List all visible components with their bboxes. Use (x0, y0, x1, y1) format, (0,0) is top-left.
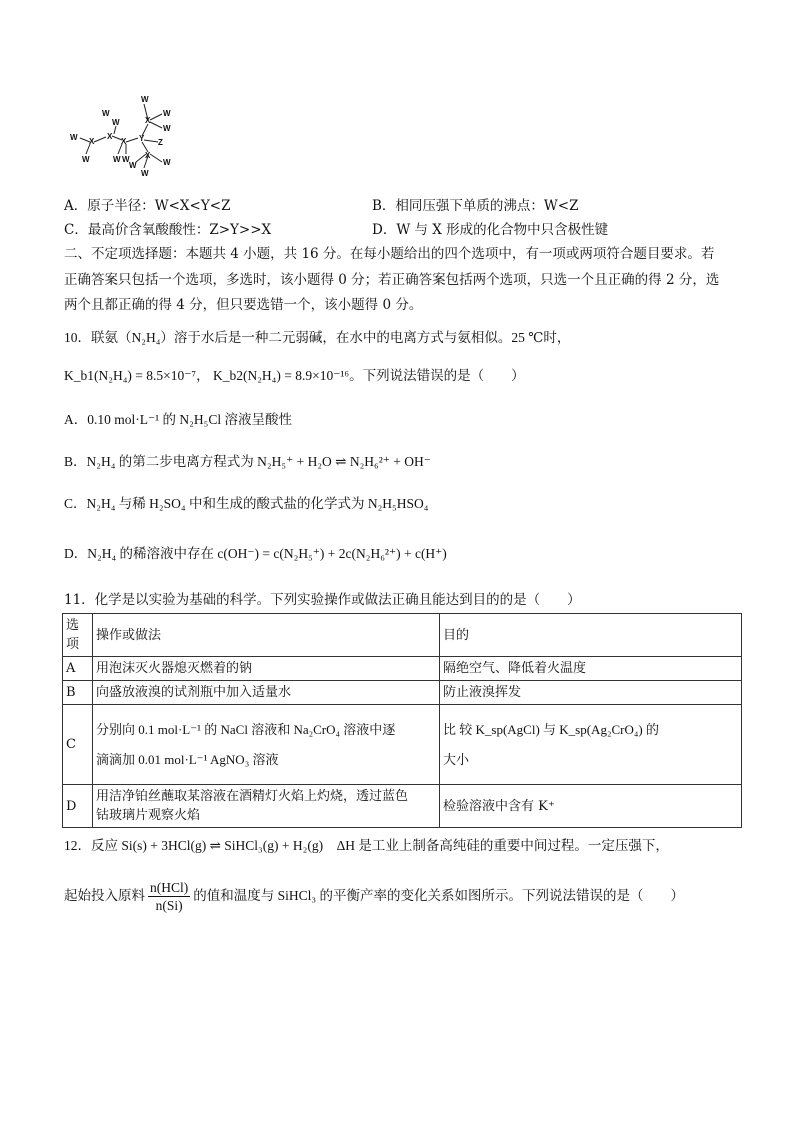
row-option: D (63, 785, 93, 828)
q11-stem: 11．化学是以实验为基础的科学。下列实验操作或做法正确且能达到目的的是（ ） (64, 592, 581, 608)
atom-label: W (113, 155, 121, 164)
row-goal: 防止液溴挥发 (440, 681, 742, 705)
q10-option-d: D．N₂H₄ 的稀溶液中存在 c(OH⁻) = c(N₂H₅⁺) + 2c(N₂H₆²⁺) + c(H⁺) (64, 546, 447, 561)
atom-label: W (122, 155, 130, 164)
table-row (63, 681, 742, 705)
row-option: C (63, 705, 93, 785)
row-operation-line-1: 用洁净铂丝蘸取某溶液在酒精灯火焰上灼烧，透过蓝色 (96, 789, 409, 804)
atom-label: Y (139, 134, 145, 143)
fraction-denominator: n(Si) (155, 898, 183, 914)
atom-label: X (145, 151, 151, 160)
row-option: B (63, 681, 93, 705)
q10-stem-tail: 。下列说法错误的是（ ） (349, 368, 525, 383)
row-operation-line-2: 钴玻璃片观察火焰 (96, 808, 201, 823)
section2-line-2: 正确答案只包括一个选项，多选时，该小题得 0 分；若正确答案包括两个选项，只选一个且正确的得 2 分，选 (64, 272, 720, 288)
atom-label: W (141, 169, 149, 178)
q10-stem-line-1: 10．联氨（N₂H₄）溶于水后是一种二元弱碱，在水中的电离方式与氨相似。25 ℃时， (64, 330, 571, 345)
q10-option-c: C．N₂H₄ 与稀 H₂SO₄ 中和生成的酸式盐的化学式为 N₂H₅HSO₄ (64, 496, 429, 511)
atom-label: W (70, 133, 78, 142)
q11-options-table (62, 613, 742, 828)
atom-label: W (163, 158, 171, 167)
row-goal (440, 705, 742, 785)
atom-label: X (89, 137, 95, 146)
row-option: A (63, 657, 93, 681)
row-goal-line-1: 比 较 K_sp(AgCl) 与 K_sp(Ag₂CrO₄) 的 (443, 721, 659, 737)
row-goal-line-2: 大小 (443, 751, 470, 767)
header-operation: 操作或做法 (93, 614, 440, 657)
atom-label: X (145, 116, 151, 125)
row-operation-line-2: 滴滴加 0.01 mol·L⁻¹ AgNO₃ 溶液 (96, 751, 279, 767)
row-operation-line-1: 分别向 0.1 mol·L⁻¹ 的 NaCl 溶液和 Na₂CrO₄ 溶液中逐 (96, 721, 396, 737)
q9-option-b: B．相同压强下单质的沸点：W<Z (372, 198, 579, 214)
q12-line-2 (64, 876, 746, 916)
row-goal: 隔绝空气、降低着火温度 (440, 657, 742, 681)
table-header-row (63, 614, 742, 657)
q10-kb2: K_b2(N₂H₄) = 8.9×10⁻¹⁶ (212, 368, 350, 383)
table-row (63, 705, 742, 785)
section2-line-1: 二、不定项选择题：本题共 4 小题，共 16 分。在每小题给出的四个选项中，有一项或两项符合题目要求。若 (64, 246, 715, 262)
row-goal: 检验溶液中含有 K⁺ (440, 785, 742, 828)
atom-label: W (141, 95, 149, 104)
atom-label: X (107, 132, 113, 141)
section2-line-3: 两个且都正确的得 4 分，但只要选错一个，该小题得 0 分。 (64, 297, 423, 313)
atom-label: W (82, 155, 90, 164)
fraction-numerator: n(HCl) (150, 880, 189, 896)
table-row (63, 657, 742, 681)
q10-kb1: K_b1(N₂H₄) = 8.5×10⁻⁷ (64, 368, 197, 383)
table-row (63, 785, 742, 828)
row-operation: 向盛放液溴的试剂瓶中加入适量水 (93, 681, 440, 705)
row-operation (93, 785, 440, 828)
q12-line-2-post: 的值和温度与 SiHCl₃ 的平衡产率的变化关系如图所示。下列说法错误的是（ ） (193, 888, 684, 903)
atom-label: W (163, 109, 171, 118)
header-goal: 目的 (440, 614, 742, 657)
atom-label: W (102, 109, 110, 118)
atom-label: W (112, 118, 120, 127)
atom-label: X (121, 137, 127, 146)
atom-label: W (163, 124, 171, 133)
q10-option-b: B．N₂H₄ 的第二步电离方程式为 N₂H₅⁺ + H₂O ⇌ N₂H₆²⁺ + OH⁻ (64, 454, 431, 469)
row-operation (93, 705, 440, 785)
q12-line-1: 12．反应 Si(s) + 3HCl(g) ⇌ SiHCl₃(g) + H₂(g) ΔH 是工业上制备高纯硅的重要中间过程。一定压强下， (64, 838, 669, 853)
header-option: 选项 (63, 614, 93, 657)
q10-stem-line-2: K_b1(N₂H₄) = 8.5×10⁻⁷， K_b2(N₂H₄) = 8.9×10⁻¹⁶。下列说法错误的是（ ） (64, 368, 525, 383)
ratio-fraction (148, 879, 190, 914)
molecule-structure-diagram (66, 92, 186, 178)
q9-option-d: D．W 与 X 形成的化合物中只含极性键 (372, 222, 609, 238)
q9-option-a: A．原子半径：W<X<Y<Z (64, 198, 231, 214)
atom-label: Z (158, 138, 163, 147)
atom-label: W (129, 161, 137, 170)
q12-line-2-pre: 起始投入原料 (64, 888, 145, 903)
q9-option-c: C．最高价含氧酸酸性：Z>Y>>X (64, 222, 272, 238)
q10-option-a: A．0.10 mol·L⁻¹ 的 N₂H₅Cl 溶液呈酸性 (64, 412, 292, 427)
row-operation: 用泡沫灭火器熄灭燃着的钠 (93, 657, 440, 681)
